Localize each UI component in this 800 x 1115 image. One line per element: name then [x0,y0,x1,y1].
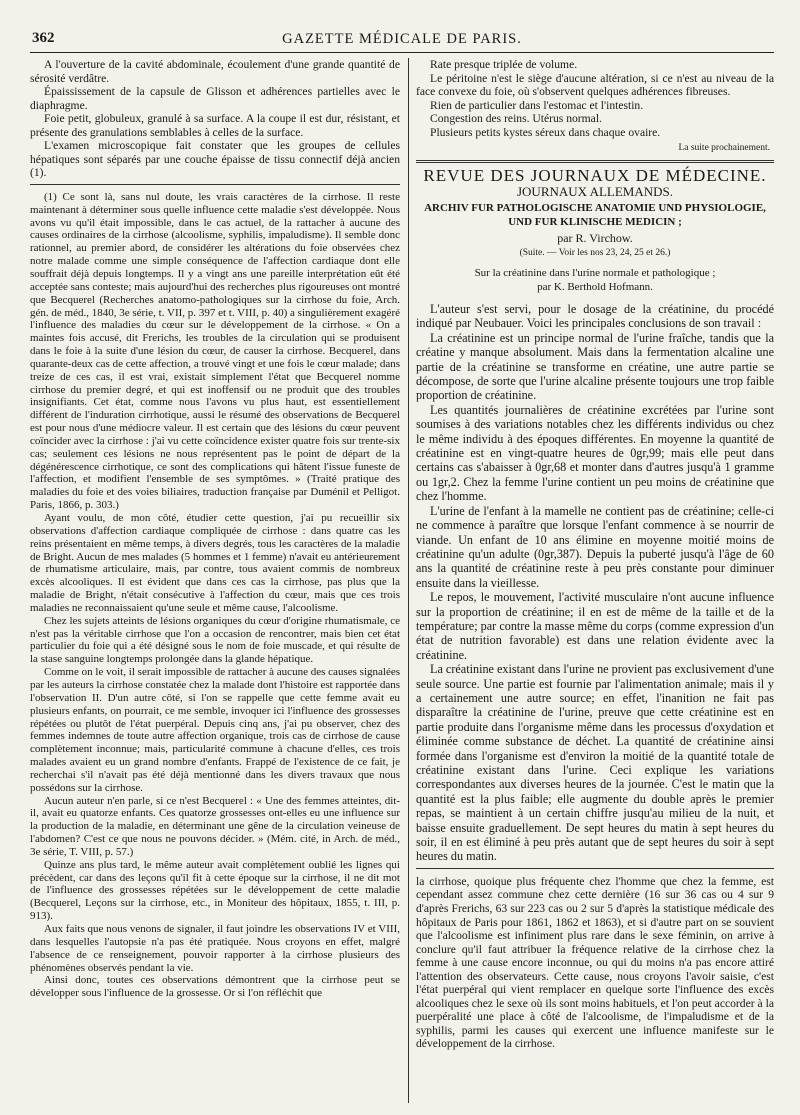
paragraph: La créatinine est un principe normal de l'urine fraîche, tandis que la créatine y manque absolument. Mais dans la fermentation alcaline une partie de la créatinine se transforme en créatine, une autre partie se décompose, de sorte que l'urine alcaline présente toujours une trop faible proportion de créatinine. [416,330,774,403]
footnotes [30,191,400,1000]
archive-author: par R. Virchow. [557,230,633,245]
paragraph: L'examen microscopique fait constater que les groupes de cellules hépatiques sont séparés par une couche épaisse de tissu connectif déjà ancien (1). [30,139,400,180]
review-title: REVUE DES JOURNAUX DE MÉDECINE. [423,165,767,185]
review-subtitle: JOURNAUX ALLEMANDS. [516,184,673,200]
paragraph: Le péritoine n'est le siège d'aucune altération, si ce n'est au niveau de la face convexe du foie, où s'observent quelques adhérences fibreuses. [416,71,774,99]
right-footnote-continuation [416,875,774,1051]
footnote-paragraph: Quinze ans plus tard, le même auteur avait complètement oublié les lignes qui précèdent, car dans des leçons qu'il fit à cette époque sur la cirrhose, il ne dit mot de l'influence des grossesses répétées sur le développement de cette maladie (Becquerel, Leçons sur la cirrhose, etc., in Moniteur des hôpitaux, 1855, t. III, p. 913). [30,858,400,923]
page-header [30,28,774,53]
footnote-paragraph: (1) Ce sont là, sans nul doute, les vrais caractères de la cirrhose. Il reste maintenant à déterminer sous quelle influence cette maladie s'est développée. Nous avons vu qu'il était impossible, dans le cas actuel, de la rattacher à aucune des causes ordinaires de la cirrhose (alcoolisme, syphilis, impaludisme). Il semble donc rationnel, au premier abord, de considérer les altérations du foie observées chez notre malade comme une simple conséquence de l'affection cardiaque dont elle souffrait déjà depuis longtemps. Il y a vingt ans une pareille interprétation eût été acceptée sans conteste; mais aujourd'hui des recherches plus rigoureuses ont montré que Becquerel (Recherches anatomo-pathologiques sur la cirrhose du foie, Arch. gén. de méd., 1840, 3e série, t. VII, p. 397 et t. VIII, p. 40) a singulièrement exagéré l'influence des maladies du cœur sur le développement de la cirrhose. « On a maintes fois accusé, dit Frerichs, les troubles de la circulation qui se produisent dans le foie à la suite d'une lésion du cœur, de causer la cirrhose. Becquerel, dans quarante-deux cas de cette affection, a trouvé vingt et une fois le cœur malade; dans treize de ces cas, il est vrai, existait simplement l'état que Becquerel nomme cirrhose du premier degré, et qui est inoffensif ou ne produit que des troubles insignifiants. Cet état, comme nous l'avons vu plus haut, est essentiellement différent de l'induration cirrhotique, aussi le résumé des observations de Becquerel est pour nous d'une médiocre valeur. Il est certain que des lésions du cœur peuvent coïncider avec la cirrhose : j'ai vu cette coïncidence exister quatre fois sur trente-six cas; seulement ces lésions ne nous représentent pas le point de départ de la dégénérescence cirrhotique, ce sont des complications qui hâtent l'issue funeste de l'affection, et modifient l'ensemble de ses symptômes. » (Traité pratique des maladies du foie et des voies biliaires, traduction française par Duménil et Pelligot. Paris, 1866, p. 303.) [30,190,400,512]
footnote-paragraph: Chez les sujets atteints de lésions organiques du cœur d'origine rhumatismale, ce n'est pas la véritable cirrhose que l'on a occasion de rencontrer, mais bien cet état particulier du foie qui a été désigné sous le nom de foie muscade, et qui résulte de la stase sanguine longtemps prolongée dans la glande hépatique. [30,614,400,666]
right-column [416,58,774,1105]
note-separator [416,868,774,869]
paragraph: A l'ouverture de la cavité abdominale, écoulement d'une grande quantité de sérosité verdâtre. [30,58,400,85]
article-body [416,302,774,864]
paragraph: Foie petit, globuleux, granulé à sa surface. A la coupe il est dur, résistant, et présente des granulations semblables à celles de la surface. [30,112,400,139]
paragraph: Congestion des reins. Utérus normal. [430,112,602,126]
footnote-paragraph: Comme on le voit, il serait impossible de rattacher à aucune des causes signalées par les auteurs la cirrhose constatée chez la malade dont l'histoire est rapportée dans l'observation II. D'un autre côté, si l'on se rappelle que cette femme avait eu plusieurs enfants, on pourrait, ce me semble, invoquer ici l'influence des grossesses répétées ou plutôt de l'état puerpéral. Depuis cinq ans, j'ai pu observer, chez des femmes indemnes de toute autre affection organique, trois cas de cirrhose de cause complètement inconnue; mais, particularité commune à chacune d'elles, ces trois malades avaient eu un grand nombre d'enfants. Frappé de l'existence de ce fait, je recherchai s'il n'avait pas été déjà mentionné dans les divers travaux que nous possédons sur la cirrhose. [30,666,400,794]
note-separator [30,184,400,185]
sequel-note: (Suite. — Voir les nos 23, 24, 25 et 26.) [519,248,671,259]
footnote-paragraph: Ayant voulu, de mon côté, étudier cette question, j'ai pu recueillir six observations d'affection cardiaque compliquée de cirrhose : dans quatre cas les reins présentaient en même temps, à divers degrés, tous les caractères de la maladie de Bright. Aucun de mes malades (5 hommes et 1 femme) n'avait eu antérieurement de rhumatisme articulaire, mais, par contre, tous avaient commis de nombreux excès alcooliques. Il est évident que dans ces cas la cirrhose, pas plus que la maladie de Bright, n'était consécutive à l'affection du cœur, mais que ces trois maladies ne reconnaissaient qu'une seule et même cause, l'alcoolisme. [30,512,400,614]
page-number: 362 [32,30,55,46]
paragraph: Rate presque triplée de volume. [430,58,578,71]
paragraph: L'auteur s'est servi, pour le dosage de la créatinine, du procédé indiqué par Neubauer. Voici les principales conclusions de son travail : [416,302,774,331]
left-column [30,58,400,1105]
paragraph: Épaississement de la capsule de Glisson et adhérences partielles avec le diaphragme. [30,85,400,112]
paragraph: Les quantités journalières de créatinine excrétées par l'urine sont soumises à des variations notables chez les différents individus ou chez le même individu à des époques différentes. En moyenne la quantité de créatinine est en vingt-quatre heures de 0gr,99; mais elle peut dans certains cas s'abaisser à 0gr,68 et monter dans d'autres jusqu'à 1 gramme ou 1gr,2. Chez la femme l'urine contient un peu moins de créatinine que chez l'homme. [416,402,774,504]
section-separator [416,160,774,163]
archive-title-line1: ARCHIV FUR PATHOLOGISCHE ANATOMIE UND PHYSIOLOGIE, [424,201,766,214]
footnote-paragraph: Ainsi donc, toutes ces observations démontrent que la cirrhose peut se développer sous l'influence de la grossesse. Or si l'on réfléchit que [30,974,400,1000]
footnote-paragraph: Aux faits que nous venons de signaler, il faut joindre les observations IV et VIII, dans lesquelles l'autopsie n'a pas été pratiquée. Nous croyons en effet, malgré l'absence de ce renseignement, pouvoir rapporter à la cirrhose plusieurs des phénomènes observés pendant la vie. [30,923,400,974]
paragraph: La créatinine existant dans l'urine ne provient pas exclusivement d'une seule source. Une partie est fournie par l'alimentation animale; mais il y a certainement une autre source; en effet, l'inanition ne fait pas disparaître la créatinine de l'urine, preuve que cette créatinine est en partie produite dans l'organisme même dans les processus d'oxydation et éliminée comme substance de déchet. La quantité de créatinine ainsi formée dans l'organisme est d'environ la moitié de la quantité totale de créatinine existant dans l'urine. Ceci explique les variations correspondantes aux diverses heures de la journée. C'est le matin que la quantité est la plus faible; elle augmente du double après le premier repas, se maintient à un certain chiffre jusqu'au milieu de la nuit, et baisse ensuite graduellement. De sept heures du matin à sept heures du soir, il en est éliminé à peu près autant que de sept heures du soir à sept heures du matin. [416,662,774,864]
continued-note: La suite prochainement. [678,143,770,154]
left-top-text [30,58,400,180]
right-top-text [416,58,774,139]
paragraph: Plusieurs petits kystes séreux dans chaque ovaire. [430,125,661,139]
archive-title-line2: UND FUR KLINISCHE MEDICIN ; [508,216,682,229]
paragraph: Rien de particulier dans l'estomac et l'intestin. [430,98,644,112]
paragraph: Le repos, le mouvement, l'activité musculaire n'ont aucune influence sur la proportion de créatinine; il en est de même de la taille et de la température; par contre la masse même du corps (comme expression d'un état de nutrition favorable) est dans une relation évidente avec la créatinine. [416,590,774,662]
paragraph: la cirrhose, quoique plus fréquente chez l'homme que chez la femme, est cependant assez commune chez cette dernière (16 sur 36 cas ou 4 sur 9 d'après Frerichs, 63 sur 223 cas ou 2 sur 5 d'après la statistique médicale des hôpitaux de Paris pour 1861, 1862 et 1863), et si d'autre part on se souvient que l'alcoolisme est infiniment plus rare dans le sexe féminin, on arrive à conclure qu'il faut attribuer la fréquence relative de la cirrhose chez la femme à une cause encore inconnue, ou qui du moins n'a pas encore attiré l'attention des observateurs. Cette cause, nous croyons l'avoir saisie, c'est l'état puerpéral qui vient remplacer en quelque sorte l'influence des excès alcooliques chez le sexe où ils sont moins habituels, et l'on peut accorder à la puerpéralité une place à côté de l'alcoolisme, de l'impaludisme et de la syphilis, parmi les causes qui exercent une influence manifeste sur le développement de la cirrhose. [416,874,774,1051]
journal-title: GAZETTE MÉDICALE DE PARIS. [282,31,522,47]
footnote-paragraph: Aucun auteur n'en parle, si ce n'est Becquerel : « Une des femmes atteintes, dit-il, avait eu quatorze enfants. Ces quatorze grossesses ont-elles eu une influence sur la production de la maladie, en déterminant une gêne de la circulation veineuse de l'abdomen? C'est ce que nous ne pouvons décider. » (Mém. cité, in Arch. de méd., 3e série, T. VIII, p. 57.) [30,794,400,858]
journal-review [416,165,774,864]
column-divider [408,58,409,1103]
article-title: Sur la créatinine dans l'urine normale et pathologique ; [474,267,716,280]
paragraph: L'urine de l'enfant à la mamelle ne contient pas de créatinine; celle-ci ne commence à paraître que lorsque l'enfant commence à se nourrir de viande. Un enfant de 10 ans élimine en moyenne moitié moins de créatinine qu'un adulte (0gr,387). Depuis la puberté jusqu'à l'âge de 60 ans la quantité de créatinine reste à peu près constante pour diminuer ensuite dans la vieillesse. [416,503,774,590]
article-author: par K. Berthold Hofmann. [537,280,653,293]
